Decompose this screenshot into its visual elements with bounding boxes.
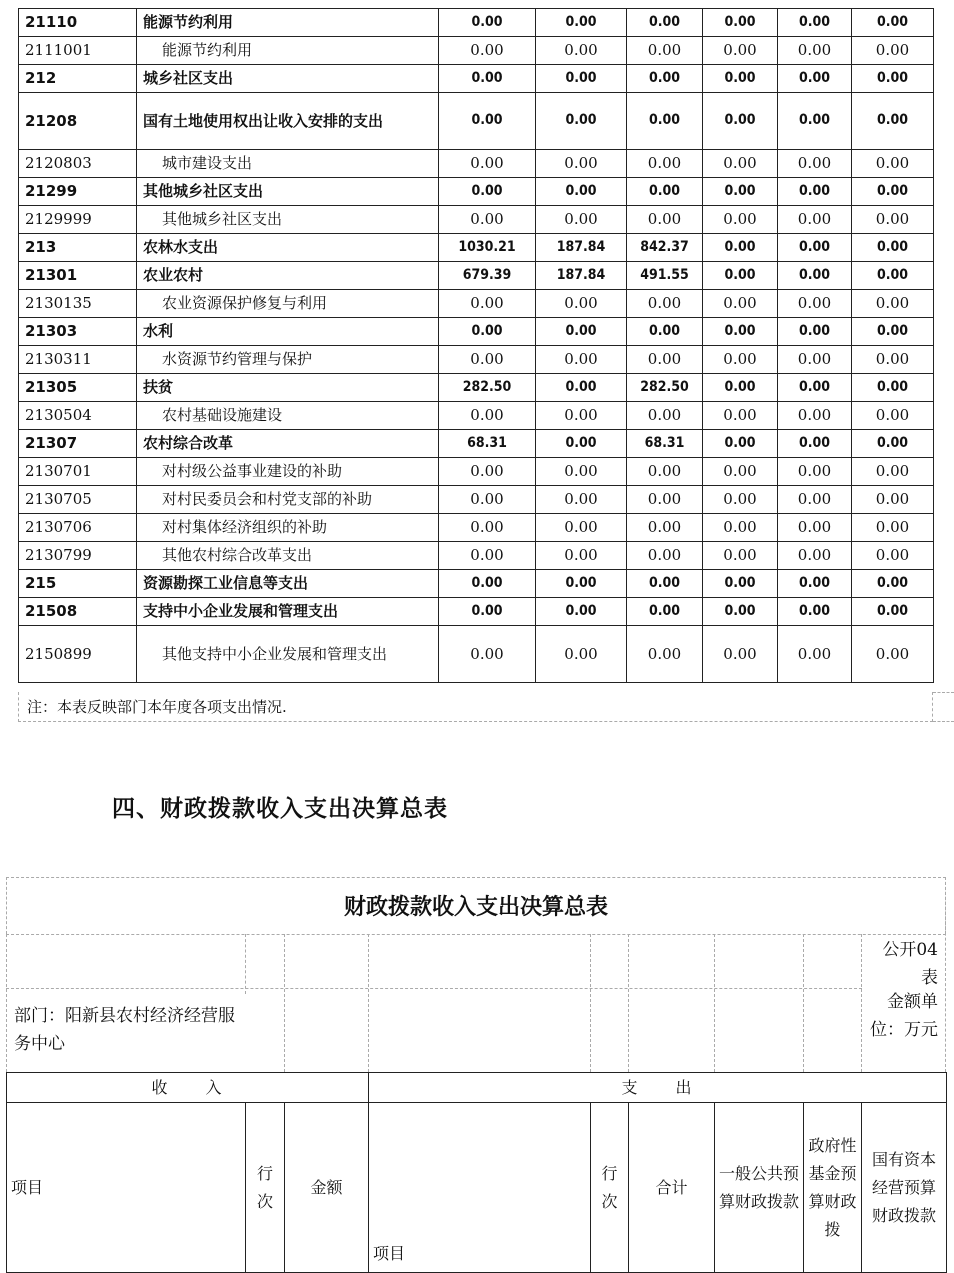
row-value: 0.00 <box>703 626 778 683</box>
grid-line <box>803 934 804 1072</box>
row-value: 0.00 <box>852 65 934 93</box>
table-row <box>19 234 934 262</box>
row-value: 0.00 <box>627 458 703 486</box>
row-value: 0.00 <box>778 262 852 290</box>
row-value: 0.00 <box>627 514 703 542</box>
row-value: 0.00 <box>439 9 536 37</box>
row-value: 0.00 <box>536 402 627 430</box>
expenditure-detail-table <box>18 8 934 683</box>
row-value: 0.00 <box>778 178 852 206</box>
row-value: 0.00 <box>852 430 934 458</box>
row-value: 0.00 <box>536 570 627 598</box>
row-name: 其他农村综合改革支出 <box>137 542 439 570</box>
grid-line <box>861 934 862 1072</box>
row-value: 0.00 <box>778 93 852 150</box>
table-row <box>19 262 934 290</box>
table-row <box>19 206 934 234</box>
table-row <box>19 318 934 346</box>
row-code: 21305 <box>19 374 137 402</box>
row-value: 0.00 <box>852 206 934 234</box>
row-value: 0.00 <box>439 542 536 570</box>
row-name: 农村基础设施建设 <box>137 402 439 430</box>
row-value: 282.50 <box>439 374 536 402</box>
row-name: 能源节约利用 <box>137 9 439 37</box>
row-value: 0.00 <box>703 206 778 234</box>
table-number: 公开04表 <box>882 940 938 988</box>
row-value: 0.00 <box>439 458 536 486</box>
row-value: 0.00 <box>627 346 703 374</box>
row-code: 2130701 <box>19 458 137 486</box>
row-value: 0.00 <box>778 458 852 486</box>
row-name: 城乡社区支出 <box>137 65 439 93</box>
row-value: 0.00 <box>852 262 934 290</box>
row-name: 水资源节约管理与保护 <box>137 346 439 374</box>
row-value: 0.00 <box>439 206 536 234</box>
row-value: 0.00 <box>703 65 778 93</box>
row-value: 282.50 <box>627 374 703 402</box>
row-value: 0.00 <box>439 402 536 430</box>
grid-line <box>284 934 285 1072</box>
income-header: 收 入 <box>7 1073 369 1103</box>
row-value: 0.00 <box>536 290 627 318</box>
row-code: 212 <box>19 65 137 93</box>
row-value: 0.00 <box>536 346 627 374</box>
summary-table <box>6 1072 947 1273</box>
table-row <box>19 598 934 626</box>
row-value: 0.00 <box>627 318 703 346</box>
table-row <box>19 37 934 65</box>
row-name: 水利 <box>137 318 439 346</box>
row-value: 0.00 <box>627 626 703 683</box>
row-value: 0.00 <box>627 290 703 318</box>
grid-line <box>590 934 591 1072</box>
row-value: 0.00 <box>852 626 934 683</box>
row-name: 资源勘探工业信息等支出 <box>137 570 439 598</box>
row-value: 0.00 <box>703 570 778 598</box>
row-value: 0.00 <box>627 65 703 93</box>
row-value: 0.00 <box>536 93 627 150</box>
expense-header: 支 出 <box>369 1073 947 1103</box>
table-row <box>19 458 934 486</box>
row-code: 21299 <box>19 178 137 206</box>
row-value: 0.00 <box>703 346 778 374</box>
row-value: 0.00 <box>703 150 778 178</box>
row-value: 0.00 <box>627 570 703 598</box>
row-code: 2130706 <box>19 514 137 542</box>
row-name: 农村综合改革 <box>137 430 439 458</box>
row-name: 其他城乡社区支出 <box>137 206 439 234</box>
row-value: 0.00 <box>536 430 627 458</box>
row-value: 842.37 <box>627 234 703 262</box>
col-gov-fund: 政府性基金预算财政拨 <box>804 1103 862 1273</box>
row-value: 0.00 <box>627 9 703 37</box>
row-value: 0.00 <box>852 542 934 570</box>
row-value: 0.00 <box>778 150 852 178</box>
row-value: 0.00 <box>852 570 934 598</box>
row-name: 农业资源保护修复与利用 <box>137 290 439 318</box>
row-name: 农林水支出 <box>137 234 439 262</box>
row-value: 0.00 <box>778 486 852 514</box>
row-name: 城市建设支出 <box>137 150 439 178</box>
table-row <box>19 290 934 318</box>
table-note: 注：本表反映部门本年度各项支出情况. <box>18 692 933 722</box>
row-value: 0.00 <box>778 37 852 65</box>
row-value: 0.00 <box>439 346 536 374</box>
row-value: 0.00 <box>852 37 934 65</box>
row-name: 能源节约利用 <box>137 37 439 65</box>
row-value: 0.00 <box>439 65 536 93</box>
row-code: 21208 <box>19 93 137 150</box>
row-value: 68.31 <box>627 430 703 458</box>
grid-line <box>368 934 369 1072</box>
row-name: 支持中小企业发展和管理支出 <box>137 598 439 626</box>
row-value: 0.00 <box>703 430 778 458</box>
amount-unit-label: 金额单位：万元 <box>870 992 938 1040</box>
row-value: 0.00 <box>536 9 627 37</box>
row-value: 0.00 <box>703 318 778 346</box>
row-value: 491.55 <box>627 262 703 290</box>
table-row <box>19 9 934 37</box>
row-name: 农业农村 <box>137 262 439 290</box>
row-value: 0.00 <box>778 290 852 318</box>
row-code: 2111001 <box>19 37 137 65</box>
row-name: 其他城乡社区支出 <box>137 178 439 206</box>
grid-line <box>6 934 946 935</box>
table-row <box>19 374 934 402</box>
row-value: 0.00 <box>536 374 627 402</box>
row-code: 2130311 <box>19 346 137 374</box>
row-value: 0.00 <box>703 9 778 37</box>
table-row <box>19 486 934 514</box>
row-value: 0.00 <box>703 598 778 626</box>
row-value: 1030.21 <box>439 234 536 262</box>
table-row <box>19 542 934 570</box>
row-value: 0.00 <box>439 178 536 206</box>
table-row <box>19 430 934 458</box>
grid-line <box>628 934 629 1072</box>
col-income-amount: 金额 <box>285 1103 369 1273</box>
row-value: 0.00 <box>778 598 852 626</box>
row-code: 21508 <box>19 598 137 626</box>
row-value: 0.00 <box>778 542 852 570</box>
row-value: 0.00 <box>852 346 934 374</box>
row-value: 0.00 <box>778 206 852 234</box>
row-value: 0.00 <box>536 626 627 683</box>
table-row <box>19 346 934 374</box>
row-value: 68.31 <box>439 430 536 458</box>
row-value: 0.00 <box>536 37 627 65</box>
summary-table-title: 财政拨款收入支出决算总表 <box>6 877 946 934</box>
row-value: 0.00 <box>852 93 934 150</box>
table-row <box>19 514 934 542</box>
row-value: 0.00 <box>778 65 852 93</box>
row-value: 0.00 <box>852 514 934 542</box>
row-value: 0.00 <box>852 150 934 178</box>
row-name: 扶贫 <box>137 374 439 402</box>
row-value: 0.00 <box>627 93 703 150</box>
row-value: 187.84 <box>536 234 627 262</box>
row-value: 187.84 <box>536 262 627 290</box>
row-code: 2129999 <box>19 206 137 234</box>
row-value: 0.00 <box>439 37 536 65</box>
row-value: 0.00 <box>439 514 536 542</box>
table-row <box>19 93 934 150</box>
row-code: 21301 <box>19 262 137 290</box>
grid-line <box>6 934 7 1072</box>
row-value: 0.00 <box>778 570 852 598</box>
col-income-item: 项目 <box>7 1103 246 1273</box>
row-value: 0.00 <box>627 542 703 570</box>
col-expense-item: 项目 <box>369 1103 591 1273</box>
row-value: 0.00 <box>627 37 703 65</box>
row-value: 0.00 <box>536 318 627 346</box>
row-value: 0.00 <box>852 402 934 430</box>
note-dashed-edge <box>933 692 954 722</box>
row-value: 0.00 <box>778 402 852 430</box>
row-value: 0.00 <box>852 374 934 402</box>
department-label: 部门：阳新县农村经济经营服务中心 <box>14 1006 235 1054</box>
row-code: 21303 <box>19 318 137 346</box>
row-value: 0.00 <box>536 206 627 234</box>
row-value: 0.00 <box>439 486 536 514</box>
row-code: 2120803 <box>19 150 137 178</box>
row-code: 21110 <box>19 9 137 37</box>
row-value: 0.00 <box>778 346 852 374</box>
row-value: 0.00 <box>439 93 536 150</box>
row-code: 2130504 <box>19 402 137 430</box>
row-value: 0.00 <box>703 93 778 150</box>
row-value: 0.00 <box>703 262 778 290</box>
row-value: 0.00 <box>703 514 778 542</box>
row-value: 0.00 <box>778 234 852 262</box>
row-name: 国有土地使用权出让收入安排的支出 <box>137 93 439 150</box>
row-value: 0.00 <box>852 486 934 514</box>
row-code: 215 <box>19 570 137 598</box>
col-expense-row-no: 行次 <box>591 1103 629 1273</box>
row-value: 0.00 <box>778 514 852 542</box>
table-row <box>19 402 934 430</box>
row-value: 0.00 <box>703 178 778 206</box>
row-code: 2130135 <box>19 290 137 318</box>
row-value: 0.00 <box>703 542 778 570</box>
row-value: 0.00 <box>852 290 934 318</box>
grid-line <box>945 877 946 1072</box>
row-value: 0.00 <box>627 150 703 178</box>
row-value: 0.00 <box>536 486 627 514</box>
row-value: 0.00 <box>536 598 627 626</box>
table-row <box>19 626 934 683</box>
table-row <box>19 570 934 598</box>
row-value: 0.00 <box>778 318 852 346</box>
row-value: 0.00 <box>536 542 627 570</box>
row-value: 0.00 <box>536 458 627 486</box>
row-value: 0.00 <box>852 9 934 37</box>
row-value: 0.00 <box>536 514 627 542</box>
row-value: 0.00 <box>852 318 934 346</box>
row-value: 0.00 <box>439 570 536 598</box>
row-value: 0.00 <box>536 178 627 206</box>
row-value: 0.00 <box>778 626 852 683</box>
grid-line <box>6 988 862 989</box>
row-name: 其他支持中小企业发展和管理支出 <box>137 626 439 683</box>
col-expense-total: 合计 <box>629 1103 715 1273</box>
grid-line <box>714 934 715 1072</box>
col-income-row-no: 行次 <box>246 1103 285 1273</box>
row-value: 0.00 <box>439 318 536 346</box>
table-row <box>19 178 934 206</box>
row-value: 0.00 <box>852 234 934 262</box>
row-value: 0.00 <box>627 598 703 626</box>
row-value: 0.00 <box>778 374 852 402</box>
row-value: 0.00 <box>852 458 934 486</box>
table-row <box>19 65 934 93</box>
row-value: 0.00 <box>778 430 852 458</box>
row-value: 0.00 <box>852 598 934 626</box>
row-value: 0.00 <box>778 9 852 37</box>
table-row <box>19 150 934 178</box>
row-value: 0.00 <box>439 290 536 318</box>
row-value: 0.00 <box>703 402 778 430</box>
row-value: 0.00 <box>536 150 627 178</box>
row-code: 2130705 <box>19 486 137 514</box>
row-value: 0.00 <box>627 206 703 234</box>
row-value: 679.39 <box>439 262 536 290</box>
row-value: 0.00 <box>703 374 778 402</box>
row-value: 0.00 <box>536 65 627 93</box>
row-value: 0.00 <box>439 626 536 683</box>
row-name: 对村集体经济组织的补助 <box>137 514 439 542</box>
row-name: 对村民委员会和村党支部的补助 <box>137 486 439 514</box>
row-value: 0.00 <box>852 178 934 206</box>
row-value: 0.00 <box>627 486 703 514</box>
row-code: 2130799 <box>19 542 137 570</box>
row-value: 0.00 <box>703 234 778 262</box>
grid-line <box>245 934 246 994</box>
col-general-budget: 一般公共预算财政拨款 <box>715 1103 804 1273</box>
row-value: 0.00 <box>627 402 703 430</box>
row-code: 213 <box>19 234 137 262</box>
row-value: 0.00 <box>703 290 778 318</box>
row-value: 0.00 <box>439 598 536 626</box>
section-title: 四、财政拨款收入支出决算总表 <box>112 796 448 822</box>
row-value: 0.00 <box>627 178 703 206</box>
row-code: 21307 <box>19 430 137 458</box>
row-code: 2150899 <box>19 626 137 683</box>
row-value: 0.00 <box>439 150 536 178</box>
row-value: 0.00 <box>703 486 778 514</box>
row-value: 0.00 <box>703 37 778 65</box>
row-value: 0.00 <box>703 458 778 486</box>
col-state-capital: 国有资本经营预算财政拨款 <box>862 1103 947 1273</box>
row-name: 对村级公益事业建设的补助 <box>137 458 439 486</box>
